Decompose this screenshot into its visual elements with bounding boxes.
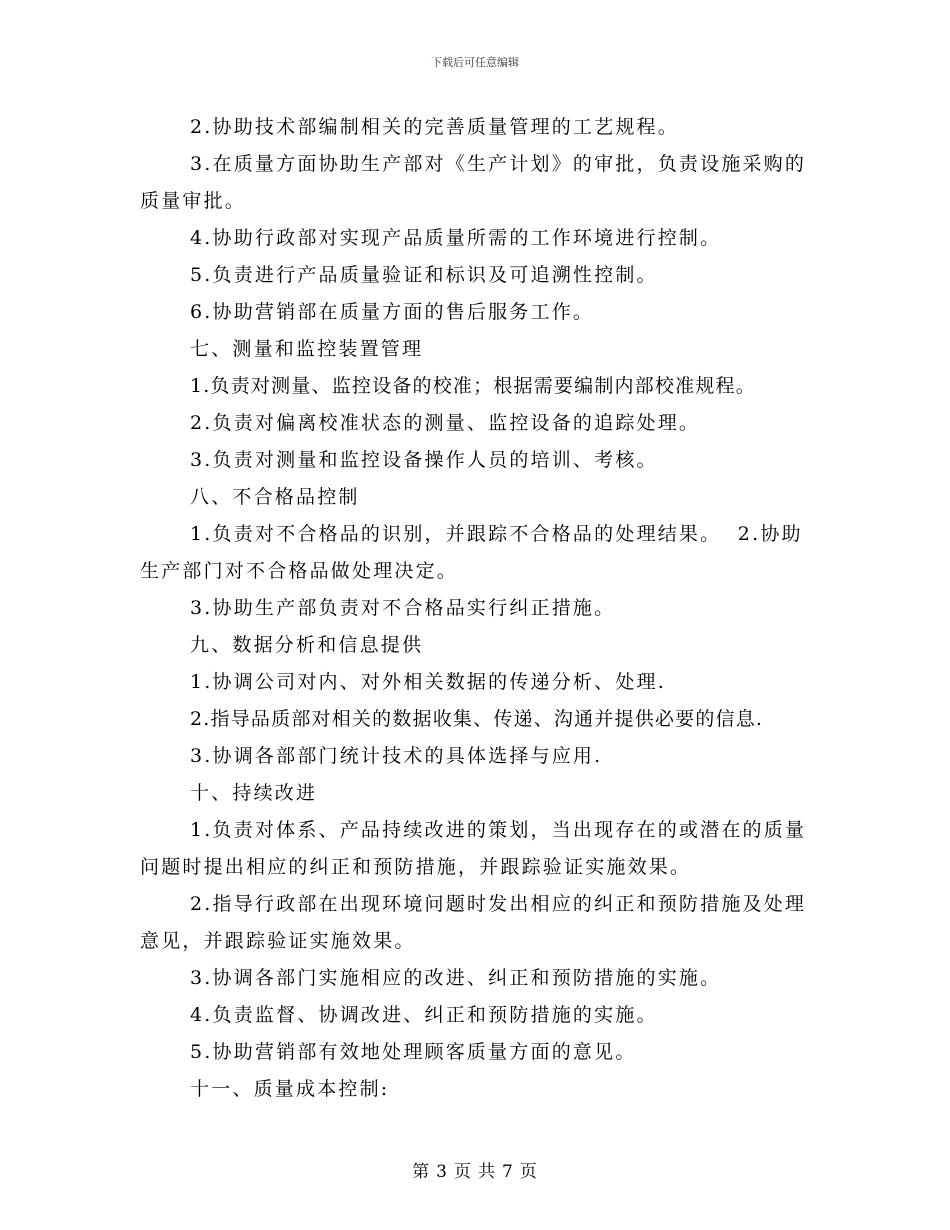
section-heading: 十一、质量成本控制: xyxy=(190,1078,390,1100)
paragraph: 1.负责对测量、监控设备的校准；根据需要编制内部校准规程。 xyxy=(190,375,756,397)
paragraph: 4.协助行政部对实现产品质量所需的工作环境进行控制。 xyxy=(190,227,722,249)
paragraph: 2.协助技术部编制相关的完善质量管理的工艺规程。 xyxy=(190,116,679,138)
paragraph: 1.负责对体系、产品持续改进的策划，当出现存在的或潜在的质量问题时提出相应的纠正和预防措施，并跟踪验证实施效果。 xyxy=(140,819,807,878)
paragraph: 5.负责进行产品质量验证和标识及可追溯性控制。 xyxy=(190,264,658,286)
paragraph: 1.协调公司对内、对外相关数据的传递分析、处理. xyxy=(190,671,666,693)
footer-prefix: 第 xyxy=(412,1162,431,1182)
section-heading: 九、数据分析和信息提供 xyxy=(190,634,424,656)
page-footer xyxy=(0,1157,950,1182)
paragraph: 3.协调各部部门统计技术的具体选择与应用. xyxy=(190,745,603,767)
paragraph: 2.指导品质部对相关的数据收集、传递、沟通并提供必要的信息. xyxy=(190,708,764,730)
paragraph: 3.在质量方面协助生产部对《生产计划》的审批，负责设施采购的质量审批。 xyxy=(140,153,807,212)
paragraph: 4.负责监督、协调改进、纠正和预防措施的实施。 xyxy=(190,1004,658,1026)
total-pages: 7 xyxy=(502,1162,514,1182)
paragraph: 2.指导行政部在出现环境问题时发出相应的纠正和预防措施及处理意见，并跟踪验证实施效果。 xyxy=(140,893,807,952)
paragraph: 3.协助生产部负责对不合格品实行纠正措施。 xyxy=(190,597,616,619)
footer-total-prefix: 共 xyxy=(478,1162,496,1182)
section-heading: 七、测量和监控装置管理 xyxy=(190,338,424,360)
page-header: 下载后可任意编辑 xyxy=(431,56,519,69)
paragraph: 6.协助营销部在质量方面的售后服务工作。 xyxy=(190,301,595,323)
paragraph: 3.协调各部门实施相应的改进、纠正和预防措施的实施。 xyxy=(190,967,722,989)
page-number: 3 xyxy=(436,1162,448,1182)
paragraph: 1.负责对不合格品的识别，并跟踪不合格品的处理结果。 2.协助生产部门对不合格品做处理决定。 xyxy=(140,523,803,582)
document-body xyxy=(140,109,812,1108)
footer-page-suffix: 页 xyxy=(454,1162,472,1182)
paragraph: 2.负责对偏离校准状态的测量、监控设备的追踪处理。 xyxy=(190,412,701,434)
paragraph: 3.负责对测量和监控设备操作人员的培训、考核。 xyxy=(190,449,658,471)
paragraph: 5.协助营销部有效地处理顾客质量方面的意见。 xyxy=(190,1041,637,1063)
footer-total-suffix: 页 xyxy=(519,1162,538,1182)
section-heading: 八、不合格品控制 xyxy=(190,486,360,508)
section-heading: 十、持续改进 xyxy=(190,782,318,804)
